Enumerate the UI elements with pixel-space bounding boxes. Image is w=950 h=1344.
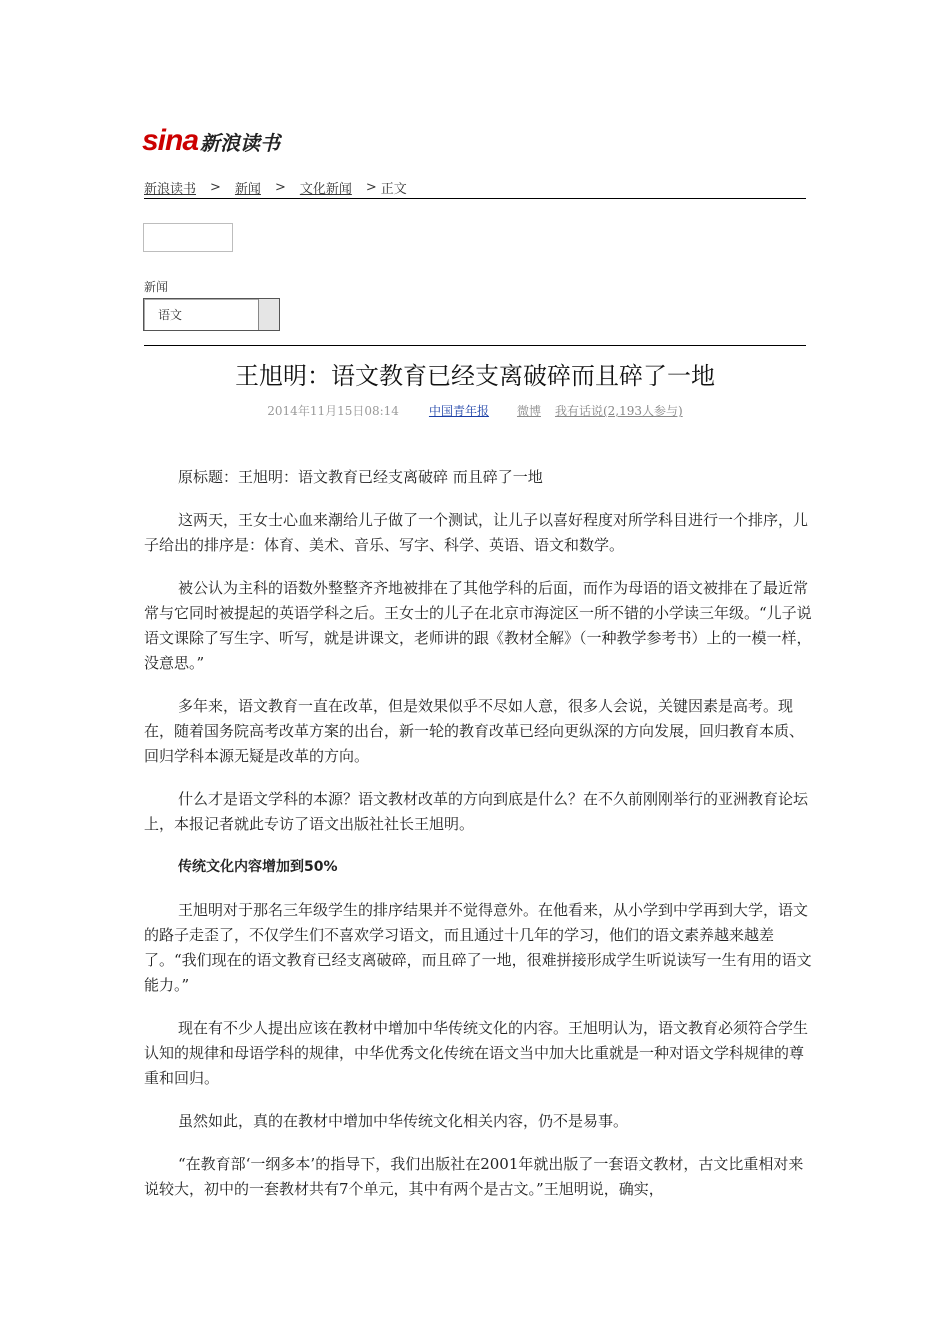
article-paragraph: 被公认为主科的语数外整整齐齐地被排在了其他学科的后面，而作为母语的语文被排在了最近常常与它同时被提起的英语学科之后。王女士的儿子在北京市海淀区一所不错的小学读三年级。“儿子说语文课除了写生字、听写，就是讲课文，老师讲的跟《教材全解》（一种教学参考书）上的一模一样，没意思。”: [144, 579, 812, 672]
article-body: [144, 465, 812, 1220]
article-paragraph: 多年来，语文教育一直在改革，但是效果似乎不尽如人意，很多人会说，关键因素是高考。现在，随着国务院高考改革方案的出台，新一轮的教育改革已经向更纵深的方向发展，回归教育本质、回归学科本源无疑是改革的方向。: [144, 697, 805, 765]
article-title: 王旭明：语文教育已经支离破碎而且碎了一地: [235, 362, 715, 390]
article-source-link[interactable]: 中国青年报: [428, 404, 489, 418]
divider: [144, 198, 806, 199]
article-paragraph: “在教育部‘一纲多本’的指导下，我们出版社在2001年就出版了一套语文教材，古文比重相对来说较大，初中的一套教材共有7个单元，其中有两个是古文。”王旭明说，确实，: [144, 1155, 804, 1198]
article-meta: [144, 402, 806, 419]
breadcrumb-sep: >: [274, 179, 286, 195]
channel-select[interactable]: [143, 298, 280, 331]
comments-link[interactable]: 我有话说(2,193人参与): [554, 404, 683, 418]
sina-brand: sina: [142, 124, 199, 157]
breadcrumb: [144, 177, 806, 197]
channel-select-value: 语文: [144, 299, 259, 330]
breadcrumb-sep: >: [210, 179, 221, 195]
channel-select-button[interactable]: [259, 299, 279, 330]
sina-logo[interactable]: [142, 124, 280, 158]
breadcrumb-culture-news[interactable]: 文化新闻: [299, 181, 352, 197]
article-paragraph: 原标题：王旭明：语文教育已经支离破碎 而且碎了一地: [178, 468, 543, 486]
article-paragraph: 王旭明对于那名三年级学生的排序结果并不觉得意外。在他看来，从小学到中学再到大学，语文的路子走歪了，不仅学生们不喜欢学习语文，而且通过十几年的学习，他们的语文素养越来越差了。“我们现在的语文教育已经支离破碎，而且碎了一地，很难拼接形成学生听说读写一生有用的语文能力。”: [144, 901, 812, 994]
breadcrumb-home[interactable]: 新浪读书: [144, 181, 197, 197]
weibo-link[interactable]: 微博: [516, 404, 541, 418]
article-paragraph: 这两天，王女士心血来潮给儿子做了一个测试，让儿子以喜好程度对所学科目进行一个排序，儿子给出的排序是：体育、美术、音乐、写字、科学、英语、语文和数学。: [144, 511, 809, 554]
breadcrumb-sep: >: [365, 179, 377, 195]
search-input[interactable]: [143, 223, 233, 252]
article-subheading: 传统文化内容增加到50%: [178, 859, 338, 875]
article-paragraph: 什么才是语文学科的本源？语文教材改革的方向到底是什么？在不久前刚刚举行的亚洲教育论坛上，本报记者就此专访了语文出版社社长王旭明。: [144, 790, 809, 833]
section-name: 新浪读书: [200, 130, 281, 155]
breadcrumb-current: 正文: [380, 181, 407, 197]
article-paragraph: 现在有不少人提出应该在教材中增加中华传统文化的内容。王旭明认为，语文教育必须符合学生认知的规律和母语学科的规律，中华优秀文化传统在语文当中加大比重就是一种对语文学科规律的尊重和回归。: [144, 1019, 809, 1087]
divider: [144, 345, 806, 346]
breadcrumb-news[interactable]: 新闻: [234, 181, 261, 197]
article-paragraph: 虽然如此，真的在教材中增加中华传统文化相关内容，仍不是易事。: [178, 1112, 629, 1130]
channel-label: 新闻: [144, 280, 169, 294]
article-date: 2014年11月15日08:14: [267, 404, 399, 418]
